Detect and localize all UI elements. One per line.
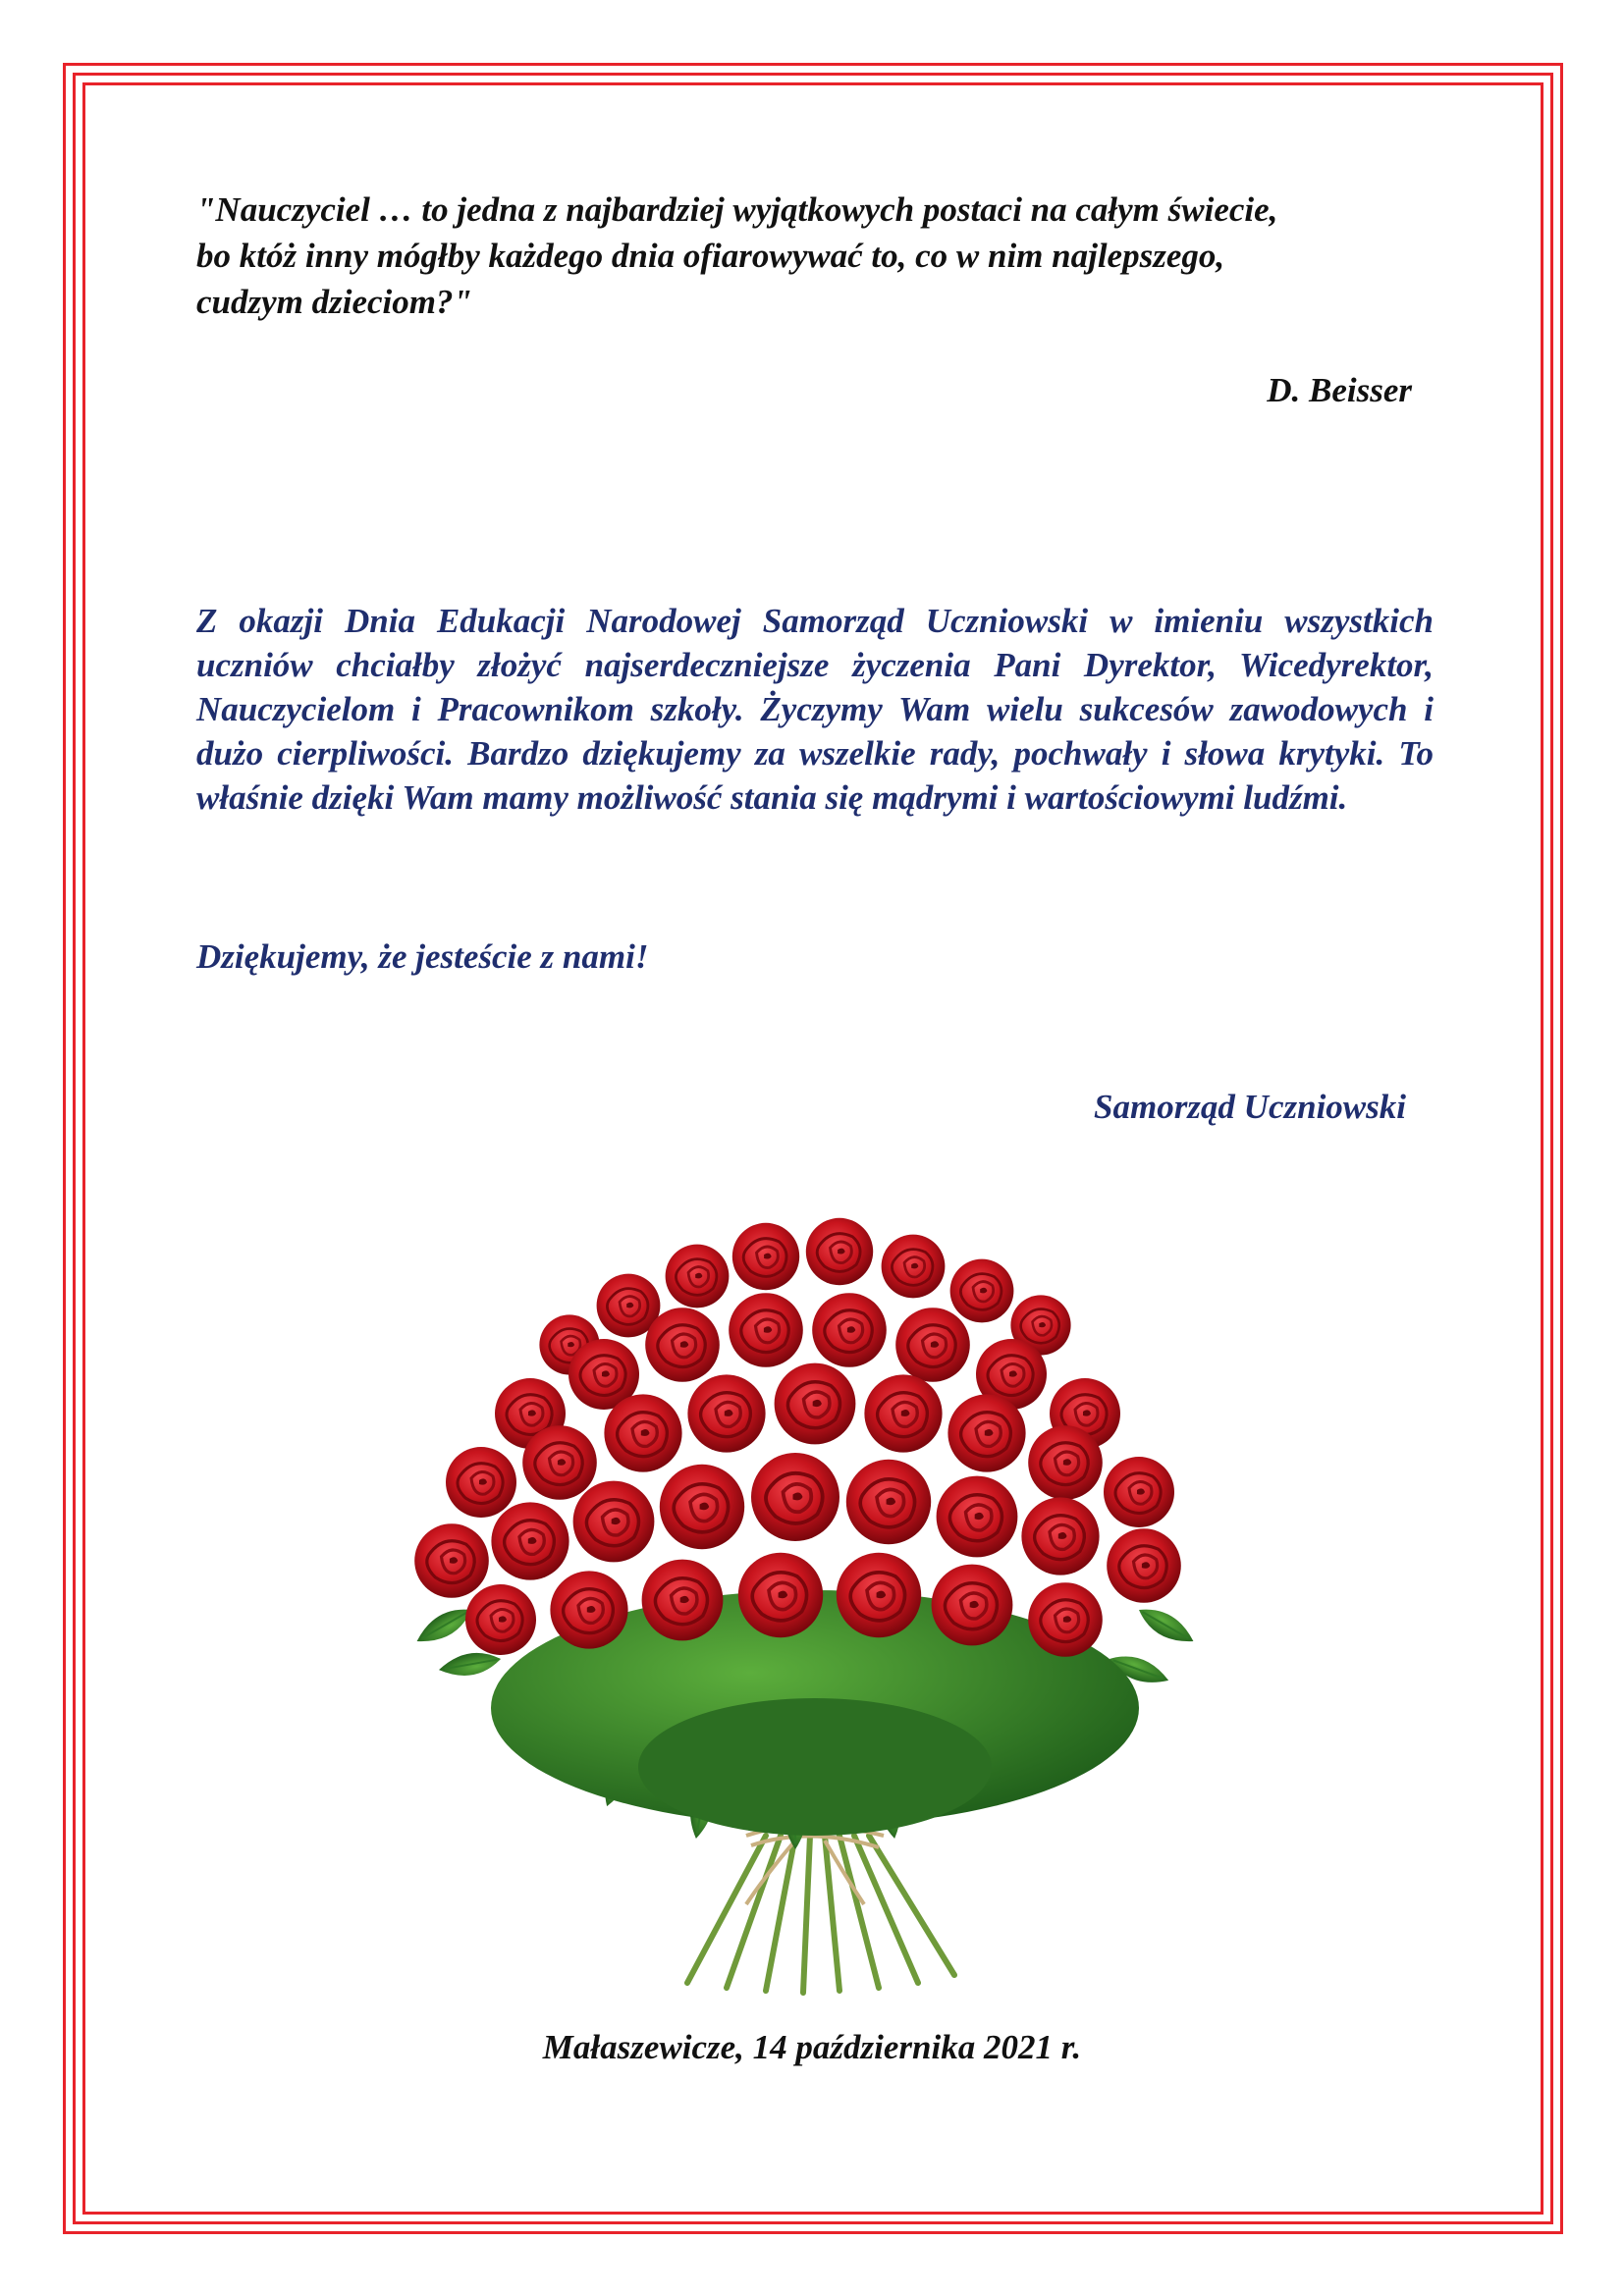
wishes-paragraph: Z okazji Dnia Edukacji Narodowej Samorząd Uczniowski w imieniu wszystkich uczniów chciałby złożyć najserdeczniejsze życzenia Pani Dyrektor, Wicedyrektor, Nauczycielom i Pracownikom szkoły. Życzymy Wam wielu sukcesów zawodowych i dużo cierpliwości. Bardzo dziękujemy za wszelkie rady, pochwały i słowa krytyki. To właśnie dzięki Wam mamy możliwość stania się mądrymi i wartościowymi ludźmi. [196,602,1434,817]
thanks-line: Dziękujemy, że jesteście z nami! [196,937,649,976]
teacher-quote [196,187,1434,325]
place-and-date: Małaszewicze, 14 października 2021 r. [542,2028,1082,2066]
red-roses-bouquet-icon [334,1198,1296,2002]
quote-line: cudzym dzieciom?" [196,283,472,321]
quote-author: D. Beisser [1267,371,1412,409]
quote-line: "Nauczyciel … to jedna z najbardziej wyjątkowych postaci na całym świecie, [196,190,1278,229]
signature: Samorząd Uczniowski [1094,1088,1406,1126]
quote-line: bo któż inny mógłby każdego dnia ofiarowywać to, co w nim najlepszego, [196,237,1225,275]
